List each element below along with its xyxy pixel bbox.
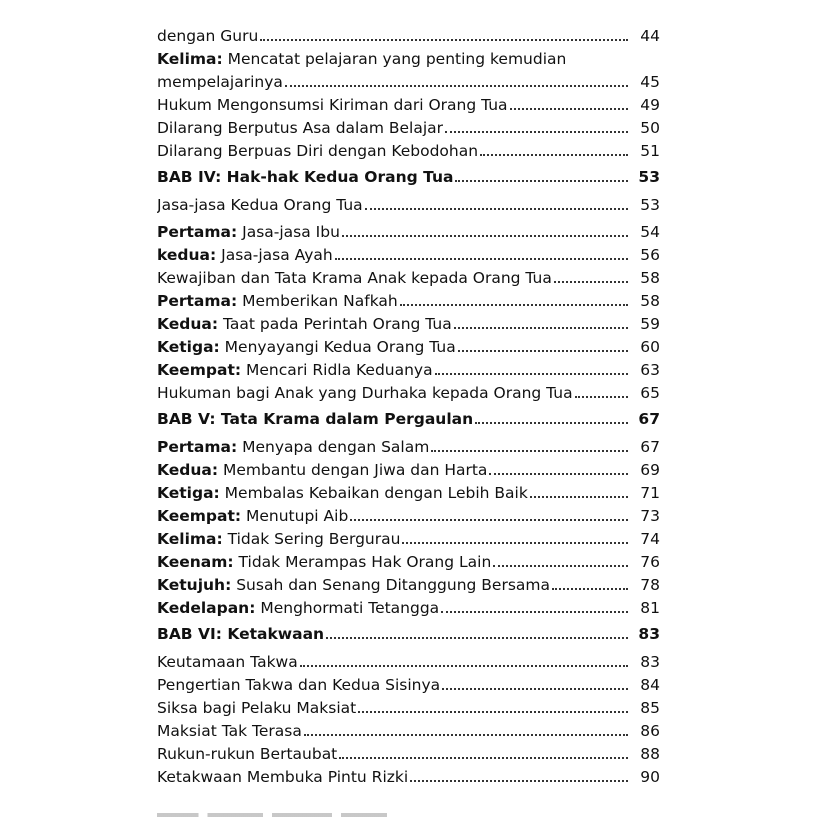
toc-entry-title	[157, 222, 340, 242]
dot-leader	[402, 542, 628, 544]
dot-leader	[339, 757, 628, 759]
toc-entry-title	[157, 460, 487, 480]
toc-page-number: 50	[640, 119, 660, 137]
toc-entry-text: Jasa-jasa Kedua Orang Tua	[157, 196, 363, 214]
toc-page-number: 67	[640, 438, 660, 456]
dot-leader	[475, 422, 628, 424]
toc-entry-label: kedua:	[157, 246, 217, 264]
toc-entry-text: Membantu dengan Jiwa dan Harta	[218, 461, 488, 479]
toc-page-number: 69	[640, 461, 660, 479]
cut-off-next-line	[157, 806, 387, 817]
toc-page-number: 58	[640, 269, 660, 287]
toc-entry-text: Jasa-jasa Ayah	[216, 246, 333, 264]
toc-page-number: 73	[640, 507, 660, 525]
toc-entry-title	[157, 698, 356, 718]
toc-entry-title	[157, 49, 566, 69]
toc-entry-label: Pertama:	[157, 223, 238, 241]
toc-entry	[157, 763, 660, 787]
toc-page-number: 88	[640, 745, 660, 763]
toc-entry-title	[157, 195, 363, 215]
toc-entry-title	[157, 291, 398, 311]
toc-entry-title	[157, 675, 440, 695]
toc-entry-label: Pertama:	[157, 292, 238, 310]
dot-leader	[365, 208, 628, 210]
toc-entry-title	[157, 529, 400, 549]
toc-entry	[157, 22, 660, 46]
toc-entry-label: Pertama:	[157, 438, 238, 456]
toc-entry-title	[157, 360, 433, 380]
toc-page-number: 86	[640, 722, 660, 740]
dot-leader	[410, 780, 628, 782]
toc-entry	[157, 671, 660, 695]
toc-entry	[157, 310, 660, 334]
toc-page-number: 44	[640, 27, 660, 45]
dot-leader	[489, 473, 628, 475]
toc-entry-label: Ketiga:	[157, 338, 220, 356]
toc-entry-text: Mencari Ridla Keduanya	[241, 361, 433, 379]
toc-page-number: 45	[640, 73, 660, 91]
toc-entry-title	[157, 409, 473, 429]
toc-page-number: 81	[640, 599, 660, 617]
toc-entry	[157, 264, 660, 288]
dot-leader	[285, 85, 628, 87]
dot-leader	[400, 304, 628, 306]
toc-entry-title	[157, 506, 348, 526]
toc-entry	[157, 456, 660, 480]
dot-leader	[358, 711, 628, 713]
toc-page-number: 83	[638, 625, 660, 643]
toc-entry-text: Hukuman bagi Anak yang Durhaka kepada Orang Tua	[157, 384, 573, 402]
toc-entry-title	[157, 437, 429, 457]
toc-entry	[157, 571, 660, 595]
toc-entry-text: Menyayangi Kedua Orang Tua	[219, 338, 456, 356]
toc-entry-text: Hukum Mengonsumsi Kiriman dari Orang Tua	[157, 96, 508, 114]
toc-entry-title	[157, 575, 550, 595]
toc-entry-text: Mencatat pelajaran yang penting kemudian	[222, 50, 567, 68]
toc-entry	[157, 694, 660, 718]
toc-entry-title	[157, 483, 528, 503]
toc-entry-label: BAB V: Tata Krama dalam Pergaulan	[157, 410, 474, 428]
toc-entry-text: Memberikan Nafkah	[237, 292, 398, 310]
dot-leader	[510, 108, 628, 110]
toc-page-number: 58	[640, 292, 660, 310]
toc-entry	[157, 648, 660, 672]
toc-entry	[157, 191, 660, 215]
dot-leader	[431, 450, 628, 452]
toc-entry-label: Ketiga:	[157, 484, 220, 502]
toc-page-number: 49	[640, 96, 660, 114]
dot-leader	[493, 565, 628, 567]
toc-page-number: 51	[640, 142, 660, 160]
toc-entry-label: Keempat:	[157, 507, 242, 525]
toc-entry-text: Menghormati Tetangga	[255, 599, 440, 617]
dot-leader	[455, 180, 628, 182]
toc-entry-title	[157, 26, 258, 46]
toc-entry-label: Keenam:	[157, 553, 234, 571]
dot-leader	[350, 519, 628, 521]
toc-entry-text: Jasa-jasa Ibu	[237, 223, 340, 241]
toc-entry-text: Keutamaan Takwa	[157, 653, 298, 671]
toc-page-number: 65	[640, 384, 660, 402]
toc-page-number: 78	[640, 576, 660, 594]
toc-entry-text: Rukun-rukun Bertaubat	[157, 745, 338, 763]
toc-entry	[157, 287, 660, 311]
toc-entry-title	[157, 118, 443, 138]
toc-entry-title	[157, 268, 552, 288]
toc-entry-label: Kelima:	[157, 50, 223, 68]
dot-leader	[304, 734, 628, 736]
toc-entry-title	[157, 337, 456, 357]
toc-page-number: 53	[638, 168, 660, 186]
toc-entry-text: Maksiat Tak Terasa	[157, 722, 302, 740]
toc-entry-text: mempelajarinya	[157, 73, 283, 91]
toc-page-number: 74	[640, 530, 660, 548]
dot-leader	[554, 281, 628, 283]
toc-entry	[157, 502, 660, 526]
toc-entry	[157, 548, 660, 572]
toc-entry	[157, 717, 660, 741]
toc-entry-label: Ketujuh:	[157, 576, 232, 594]
dot-leader	[458, 350, 628, 352]
dot-leader	[260, 39, 628, 41]
toc-entry-text: Dilarang Berputus Asa dalam Belajar	[157, 119, 444, 137]
toc-entry-title	[157, 624, 324, 644]
dot-leader	[326, 637, 628, 639]
toc-entry-label: BAB IV: Hak-hak Kedua Orang Tua	[157, 168, 454, 186]
toc-entry-label: Kedelapan:	[157, 599, 256, 617]
toc-entry-title	[157, 383, 573, 403]
toc-entry	[157, 218, 660, 242]
toc-entry-text: Tidak Merampas Hak Orang Lain	[233, 553, 492, 571]
toc-entry-label: Kelima:	[157, 530, 223, 548]
dot-leader	[552, 588, 628, 590]
toc-entry	[157, 137, 660, 161]
dot-leader	[575, 396, 628, 398]
toc-chapter-heading	[157, 620, 660, 644]
toc-entry-text: dengan Guru	[157, 27, 259, 45]
toc-entry-title	[157, 245, 333, 265]
dot-leader	[530, 496, 628, 498]
toc-page-number: 54	[640, 223, 660, 241]
dot-leader	[442, 688, 628, 690]
toc-entry	[157, 740, 660, 764]
toc-chapter-heading	[157, 163, 660, 187]
toc-entry-title	[157, 72, 283, 92]
toc-entry-text: Dilarang Berpuas Diri dengan Kebodohan	[157, 142, 479, 160]
toc-page-number: 90	[640, 768, 660, 786]
toc-entry	[157, 594, 660, 618]
toc-entry-text: Tidak Sering Bergurau	[222, 530, 401, 548]
toc-entry	[157, 45, 660, 69]
toc-entry	[157, 333, 660, 357]
toc-entry-label: BAB VI: Ketakwaan	[157, 625, 325, 643]
toc-page-number: 83	[640, 653, 660, 671]
toc-entry-label: Kedua:	[157, 315, 219, 333]
toc-entry	[157, 433, 660, 457]
toc-entry-text: Pengertian Takwa dan Kedua Sisinya	[157, 676, 441, 694]
toc-entry-title	[157, 598, 439, 618]
toc-entry	[157, 114, 660, 138]
dot-leader	[342, 235, 628, 237]
toc-entry-title	[157, 95, 508, 115]
toc-entry	[157, 379, 660, 403]
dot-leader	[300, 665, 628, 667]
toc-entry	[157, 356, 660, 380]
toc-entry-title	[157, 767, 408, 787]
toc-entry	[157, 479, 660, 503]
toc-chapter-heading	[157, 405, 660, 429]
toc-entry-text: Taat pada Perintah Orang Tua	[218, 315, 452, 333]
dot-leader	[445, 131, 628, 133]
dot-leader	[441, 611, 628, 613]
toc-entry-text: Menyapa dengan Salam	[237, 438, 430, 456]
toc-entry-title	[157, 314, 452, 334]
toc-page-number: 63	[640, 361, 660, 379]
toc-entry-title	[157, 141, 478, 161]
toc-entry-title	[157, 167, 453, 187]
toc-page-number: 85	[640, 699, 660, 717]
toc-entry-title	[157, 652, 298, 672]
toc-page-number: 59	[640, 315, 660, 333]
toc-page-number: 60	[640, 338, 660, 356]
toc-entry-text: Kewajiban dan Tata Krama Anak kepada Orang Tua	[157, 269, 552, 287]
toc-entry-title	[157, 552, 491, 572]
toc-page-number: 76	[640, 553, 660, 571]
toc-entry-text: Menutupi Aib	[241, 507, 349, 525]
dot-leader	[335, 258, 628, 260]
toc-entry-label: Keempat:	[157, 361, 242, 379]
toc-entry-text: Susah dan Senang Ditanggung Bersama	[231, 576, 551, 594]
toc-page-number: 71	[640, 484, 660, 502]
toc-page-number: 56	[640, 246, 660, 264]
toc-page-number: 84	[640, 676, 660, 694]
toc-page-number: 53	[640, 196, 660, 214]
dot-leader	[435, 373, 628, 375]
toc-entry	[157, 241, 660, 265]
toc-entry	[157, 91, 660, 115]
toc-page-number: 67	[638, 410, 660, 428]
toc-entry	[157, 68, 660, 92]
toc-entry-text: Ketakwaan Membuka Pintu Rizki	[157, 768, 409, 786]
toc-entry-title	[157, 744, 337, 764]
dot-leader	[454, 327, 628, 329]
toc-entry	[157, 525, 660, 549]
toc-entry-text: Membalas Kebaikan dengan Lebih Baik	[219, 484, 528, 502]
toc-entry-label: Kedua:	[157, 461, 219, 479]
toc-entry-title	[157, 721, 302, 741]
dot-leader	[480, 154, 628, 156]
toc-entry-text: Siksa bagi Pelaku Maksiat	[157, 699, 357, 717]
